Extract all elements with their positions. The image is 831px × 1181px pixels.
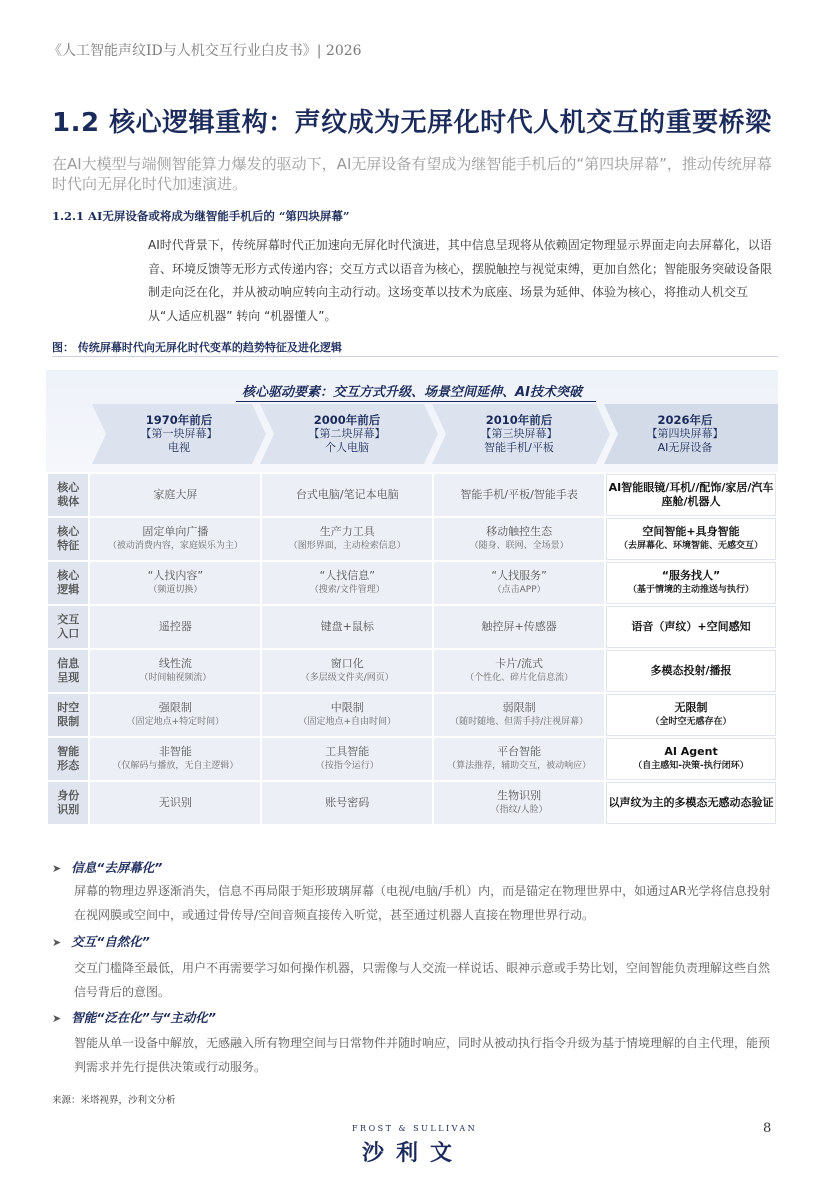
cell-main-text: 线性流	[158, 657, 192, 670]
cell-sub-text: （时间轴视频流）	[139, 673, 212, 683]
arrow-icon: ➤	[52, 1012, 62, 1025]
cell-main-text: 生产力工具	[319, 525, 375, 538]
era-device: 电视	[168, 441, 190, 454]
table-cell	[262, 562, 432, 604]
table-cell	[434, 474, 604, 516]
table-row	[48, 694, 776, 736]
cell-sub-text: （算法推荐，辅助交互，被动响应）	[447, 761, 592, 771]
table-cell	[434, 738, 604, 780]
cell-sub-text: （点击APP）	[492, 585, 546, 595]
cell-main-text: 非智能	[158, 745, 192, 758]
core-driver-text: 核心驱动要素：交互方式升级、场景空间延伸、AI技术突破	[242, 385, 582, 400]
cell-main-text: 触控屏+传感器	[481, 620, 557, 633]
cell-sub-text: （基于情境的主动推送与执行）	[628, 585, 755, 595]
cell-main-text: AI Agent	[664, 745, 718, 758]
table-cell	[606, 650, 776, 692]
cell-sub-text: （被动消费内容，家庭娱乐为主）	[107, 541, 243, 551]
cell-main-text: “人找内容”	[147, 569, 204, 582]
table-row	[48, 650, 776, 692]
table-cell	[262, 738, 432, 780]
cell-main-text: 账号密码	[325, 796, 370, 809]
table-cell	[434, 650, 604, 692]
bullet-heading-1: ➤ 信息“去屏幕化”	[52, 860, 163, 875]
table-cell	[262, 606, 432, 648]
cell-main-text: 工具智能	[325, 745, 370, 758]
era-device: 个人电脑	[325, 441, 369, 454]
cell-main-text: 生物识别	[497, 789, 542, 802]
era-device: 智能手机/平板	[484, 441, 554, 454]
section-heading: 1.2.1 AI无屏设备或将成为继智能手机后的 “第四块屏幕”	[52, 209, 350, 223]
cell-main-text: AI智能眼镜/耳机//配饰/家居/汽车座舱/机器人	[608, 481, 774, 508]
table-cell	[90, 518, 260, 560]
table-cell	[90, 782, 260, 824]
cell-sub-text: （全时空无感存在）	[650, 717, 732, 727]
cell-main-text: 固定单向广播	[142, 525, 209, 538]
table-row	[48, 606, 776, 648]
row-header: 交互 入口	[48, 606, 88, 648]
table-cell	[434, 518, 604, 560]
cell-sub-text: （随身、联网、全场景）	[469, 541, 569, 551]
table-cell	[606, 518, 776, 560]
page-title: 1.2 核心逻辑重构：声纹成为无屏化时代人机交互的重要桥梁	[52, 108, 772, 138]
table-cell	[434, 694, 604, 736]
cell-main-text: 无限制	[674, 701, 708, 714]
logo-chinese: 沙利文	[362, 1141, 465, 1166]
row-header: 身份 识别	[48, 782, 88, 824]
cell-main-text: “服务找人”	[661, 569, 721, 582]
table-cell	[606, 562, 776, 604]
table-cell	[606, 474, 776, 516]
cell-sub-text: （多层级文件夹/网页）	[300, 673, 394, 683]
cell-sub-text: （随时随地、但需手持/注视屏幕）	[450, 717, 589, 727]
table-cell	[434, 562, 604, 604]
row-header: 智能 形态	[48, 738, 88, 780]
page-number: 8	[763, 1121, 772, 1136]
table-cell	[606, 694, 776, 736]
cell-main-text: 台式电脑/笔记本电脑	[295, 488, 399, 501]
era-screen: 【第四块屏幕】	[646, 427, 724, 440]
cell-main-text: 智能手机/平板/智能手表	[460, 488, 578, 501]
era-1	[104, 404, 254, 464]
cell-main-text: 语音（声纹）+空间感知	[631, 620, 751, 633]
document-header: 《人工智能声纹ID与人机交互行业白皮书》| 2026	[48, 43, 362, 59]
table-cell	[90, 650, 260, 692]
table-cell	[262, 782, 432, 824]
cell-sub-text: （个性化、碎片化信息流）	[465, 673, 574, 683]
table-cell	[262, 694, 432, 736]
table-row	[48, 738, 776, 780]
bullet-heading-2: ➤ 交互“自然化”	[52, 934, 150, 949]
figure-caption: 图： 传统屏幕时代向无屏化时代变革的趋势特征及进化逻辑	[52, 341, 342, 354]
era-screen: 【第三块屏幕】	[480, 427, 558, 440]
era-device: AI无屏设备	[657, 441, 713, 454]
era-screen: 【第一块屏幕】	[140, 427, 218, 440]
era-screen: 【第二块屏幕】	[308, 427, 386, 440]
cell-main-text: 遥控器	[158, 620, 192, 633]
lead-text: 在AI大模型与端侧智能算力爆发的驱动下，AI无屏设备有望成为继智能手机后的“第四块屏幕”，推动传统屏幕时代向无屏化时代加速演进。	[52, 155, 772, 193]
logo-wordmark: FROST & SULLIVAN	[352, 1124, 478, 1133]
cell-sub-text: （自主感知-决策-执行闭环）	[633, 761, 749, 771]
bullet-text-2: 交互门槛降至最低，用户不再需要学习如何操作机器，只需像与人交流一样说话、眼神示意或手势比划，空间智能负责理解这些自然信号背后的意图。	[74, 961, 771, 999]
table-cell	[606, 782, 776, 824]
cell-main-text: 中限制	[330, 701, 364, 714]
row-header: 核心 逻辑	[48, 562, 88, 604]
row-header: 信息 呈现	[48, 650, 88, 692]
cell-main-text: 多模态投射/播报	[650, 664, 732, 677]
bullet-text-1: 屏幕的物理边界逐渐消失，信息不再局限于矩形玻璃屏幕（电视/电脑/手机）内，而是锚定在物理世界中，如通过AR光学将信息投射在视网膜或空间中，或通过骨传导/空间音频直接传入听觉，甚至通过机器人直接在物理世界行动。	[74, 884, 771, 922]
cell-sub-text: （搜索/文件管理）	[309, 585, 385, 595]
era-2	[272, 404, 422, 464]
cell-main-text: 弱限制	[502, 701, 536, 714]
table-row	[48, 518, 776, 560]
cell-main-text: 家庭大屏	[153, 488, 198, 501]
comparison-table	[46, 472, 778, 826]
figure-divider	[52, 356, 778, 357]
cell-main-text: 窗口化	[330, 657, 364, 670]
table-cell	[606, 606, 776, 648]
arrow-icon: ➤	[52, 936, 62, 949]
cell-main-text: “人找服务”	[491, 569, 547, 582]
body-paragraph: AI时代背景下，传统屏幕时代正加速向无屏化时代演进，其中信息呈现将从依赖固定物理显示界面走向去屏幕化，以语音、环境反馈等无形方式传递内容；交互方式以语音为核心，摆脱触控与视觉束缚，更加自然化；智能服务突破设备限制走向泛在化，并从被动响应转向主动行动。这场变革以技术为底座、场景为延伸、体验为核心，将推动人机交互从“人适应机器” 转向 “机器懂人”。	[148, 238, 773, 323]
bullet-text-3: 智能从单一设备中解放，无感融入所有物理空间与日常物件并随时响应，同时从被动执行指令升级为基于情境理解的自主代理，能预判需求并先行提供决策或行动服务。	[74, 1036, 771, 1074]
era-year: 2000年前后	[313, 413, 381, 427]
era-3	[444, 404, 594, 464]
bullet-heading-3: ➤ 智能“泛在化”与“主动化”	[52, 1010, 216, 1025]
cell-main-text: 强限制	[158, 701, 192, 714]
era-4	[610, 404, 760, 464]
table-row	[48, 782, 776, 824]
cell-sub-text: （指纹/人脸）	[490, 805, 548, 815]
table-cell	[90, 562, 260, 604]
source-note: 来源：米塔视界，沙利文分析	[52, 1095, 176, 1106]
table-row	[48, 562, 776, 604]
cell-sub-text: （去屏幕化、环境智能、无感交互）	[619, 541, 764, 551]
core-driver-underline	[236, 401, 596, 402]
table-cell	[262, 518, 432, 560]
cell-sub-text: （按指令运行）	[315, 761, 379, 771]
cell-sub-text: （频道切换）	[148, 585, 203, 595]
cell-sub-text: （图形界面，主动检索信息）	[288, 541, 406, 551]
table-cell	[434, 606, 604, 648]
arrow-icon: ➤	[52, 862, 62, 875]
cell-main-text: 键盘+鼠标	[320, 620, 374, 633]
cell-main-text: 无识别	[158, 796, 192, 809]
cell-sub-text: （仅解码与播放，无自主逻辑）	[112, 761, 239, 771]
cell-main-text: 以声纹为主的多模态无感动态验证	[608, 796, 774, 809]
table-cell	[90, 738, 260, 780]
cell-main-text: 卡片/流式	[495, 657, 543, 670]
table-cell	[90, 606, 260, 648]
era-year: 2010年前后	[485, 413, 553, 427]
table-cell	[262, 650, 432, 692]
row-header: 时空 限制	[48, 694, 88, 736]
table-row	[48, 474, 776, 516]
era-year: 2026年后	[657, 413, 713, 427]
era-year: 1970年前后	[145, 413, 213, 427]
row-header: 核心 特征	[48, 518, 88, 560]
cell-main-text: “人找信息”	[319, 569, 375, 582]
cell-sub-text: （固定地点+自由时间）	[298, 717, 397, 727]
row-header: 核心 载体	[48, 474, 88, 516]
cell-main-text: 平台智能	[497, 745, 542, 758]
table-cell	[262, 474, 432, 516]
cell-sub-text: （固定地点+特定时间）	[126, 717, 225, 727]
table-cell	[606, 738, 776, 780]
cell-main-text: 移动触控生态	[486, 525, 553, 538]
table-cell	[90, 694, 260, 736]
table-cell	[90, 474, 260, 516]
cell-main-text: 空间智能+具身智能	[642, 525, 740, 538]
table-cell	[434, 782, 604, 824]
